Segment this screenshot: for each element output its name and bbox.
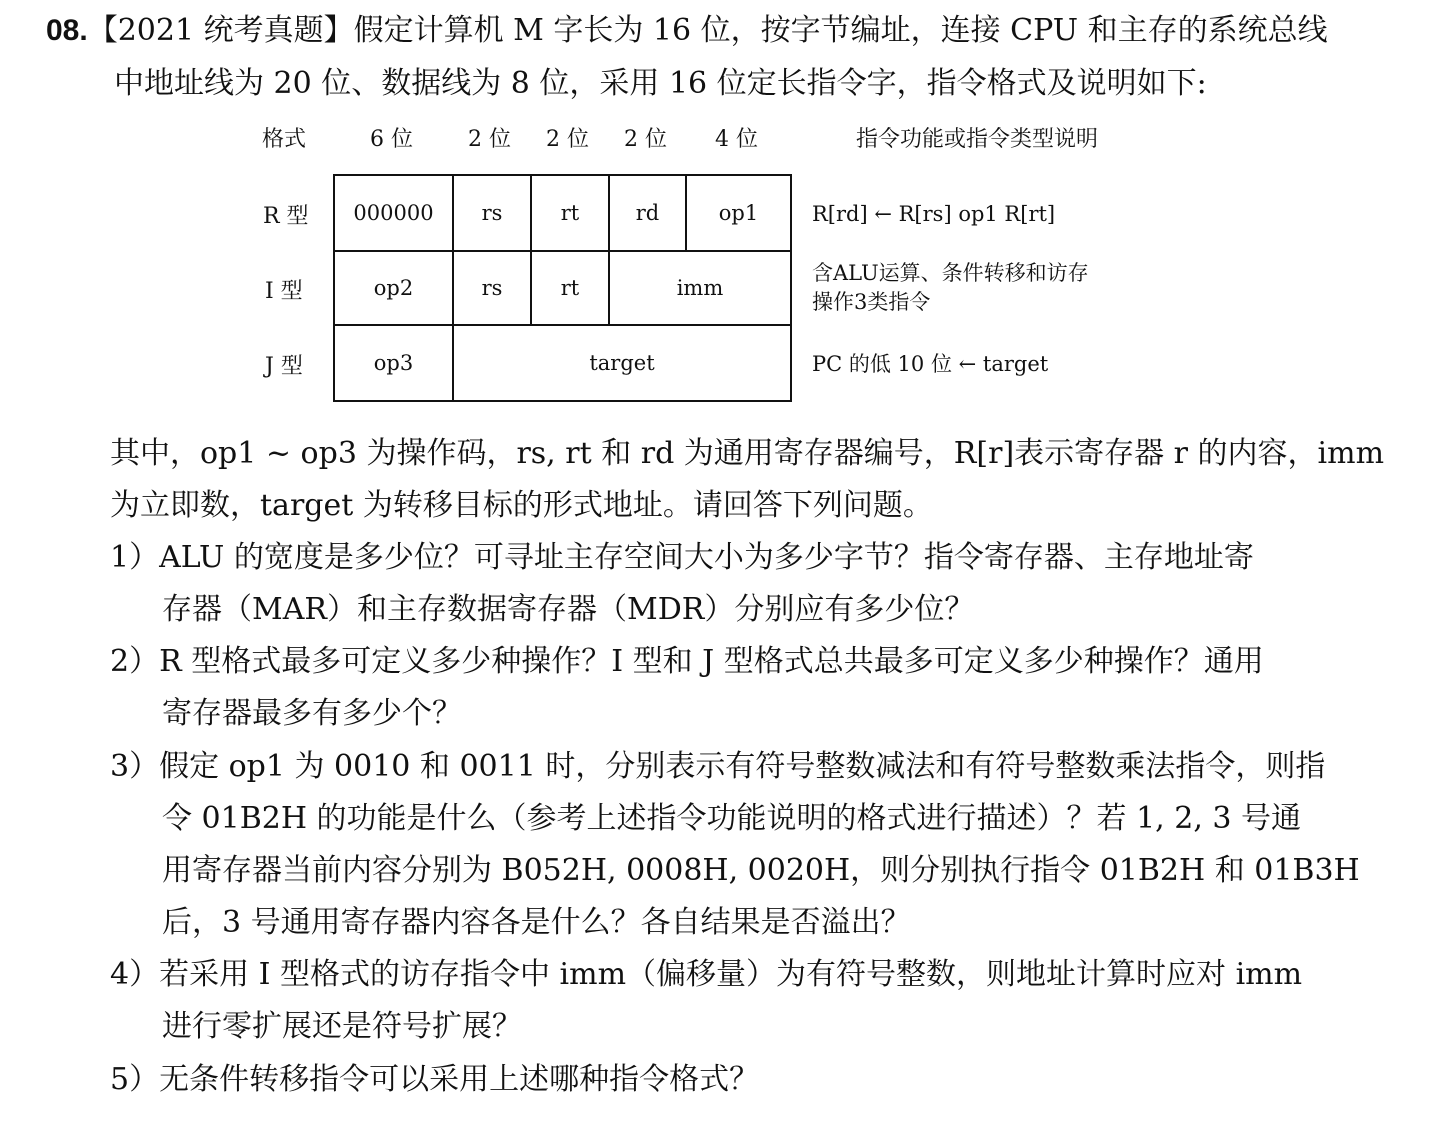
subquestion-3-line4: 后，3 号通用寄存器内容各是什么？各自结果是否溢出？ (162, 905, 911, 940)
row-label-r: R 型 (263, 204, 309, 229)
i-cell-imm: imm (608, 250, 792, 326)
r-description: R[rd] ← R[rs] op1 R[rt] (812, 202, 1056, 226)
body-line2: 为立即数，target 为转移目标的形式地址。请回答下列问题。 (110, 488, 933, 523)
subquestion-1-line2: 存器（MAR）和主存数据寄存器（MDR）分别应有多少位？ (162, 592, 975, 627)
i-description-line2: 操作3类指令 (812, 290, 931, 314)
r-cell-opcode: 000000 (333, 174, 454, 252)
r-cell-op1: op1 (685, 174, 792, 252)
i-cell-op2: op2 (333, 250, 454, 326)
i-description-line1: 含ALU运算、条件转移和访存 (812, 261, 1089, 285)
subquestion-1-line1: 1）ALU 的宽度是多少位？可寻址主存空间大小为多少字节？指令寄存器、主存地址寄 (110, 540, 1254, 575)
header-2bit-a: 2 位 (468, 127, 511, 152)
header-2bit-b: 2 位 (546, 127, 589, 152)
r-cell-rs: rs (452, 174, 532, 252)
r-cell-rd: rd (608, 174, 687, 252)
j-cell-target: target (452, 324, 792, 402)
subquestion-3-line3: 用寄存器当前内容分别为 B052H, 0008H, 0020H，则分别执行指令 01B2H 和 01B3H (162, 853, 1360, 888)
r-cell-rt: rt (530, 174, 610, 252)
subquestion-4-line1: 4）若采用 I 型格式的访存指令中 imm（偏移量）为有符号整数，则地址计算时应对 imm (110, 957, 1303, 992)
subquestion-3-line1: 3）假定 op1 为 0010 和 0011 时，分别表示有符号整数减法和有符号整数乘法指令，则指 (110, 749, 1326, 784)
subquestion-4-line2: 进行零扩展还是符号扩展？ (162, 1009, 522, 1044)
j-description: PC 的低 10 位 ← target (812, 352, 1049, 376)
header-description: 指令功能或指令类型说明 (856, 127, 1099, 152)
question-number: 08. (46, 14, 88, 47)
row-label-j: J 型 (265, 354, 303, 379)
header-6bit: 6 位 (370, 127, 413, 152)
header-4bit: 4 位 (715, 127, 758, 152)
row-label-i: I 型 (265, 279, 303, 304)
subquestion-5: 5）无条件转移指令可以采用上述哪种指令格式？ (110, 1062, 760, 1097)
header-format: 格式 (262, 127, 307, 152)
subquestion-2-line1: 2）R 型格式最多可定义多少种操作？I 型和 J 型格式总共最多可定义多少种操作？通用 (110, 644, 1264, 679)
j-cell-op3: op3 (333, 324, 454, 402)
question-header (46, 14, 1328, 48)
i-cell-rs: rs (452, 250, 532, 326)
question-text-line1: 【2021 统考真题】假定计算机 M 字长为 16 位，按字节编址，连接 CPU 和主存的系统总线 (87, 13, 1328, 48)
body-line1: 其中，op1 ~ op3 为操作码，rs, rt 和 rd 为通用寄存器编号，R[r]表示寄存器 r 的内容，imm (110, 436, 1385, 471)
header-2bit-c: 2 位 (624, 127, 667, 152)
subquestion-2-line2: 寄存器最多有多少个？ (162, 696, 462, 731)
question-text-line2: 中地址线为 20 位、数据线为 8 位，采用 16 位定长指令字，指令格式及说明如下: (114, 66, 1207, 101)
i-cell-rt: rt (530, 250, 610, 326)
subquestion-3-line2: 令 01B2H 的功能是什么（参考上述指令功能说明的格式进行描述）？若 1, 2, 3 号通 (162, 801, 1302, 836)
